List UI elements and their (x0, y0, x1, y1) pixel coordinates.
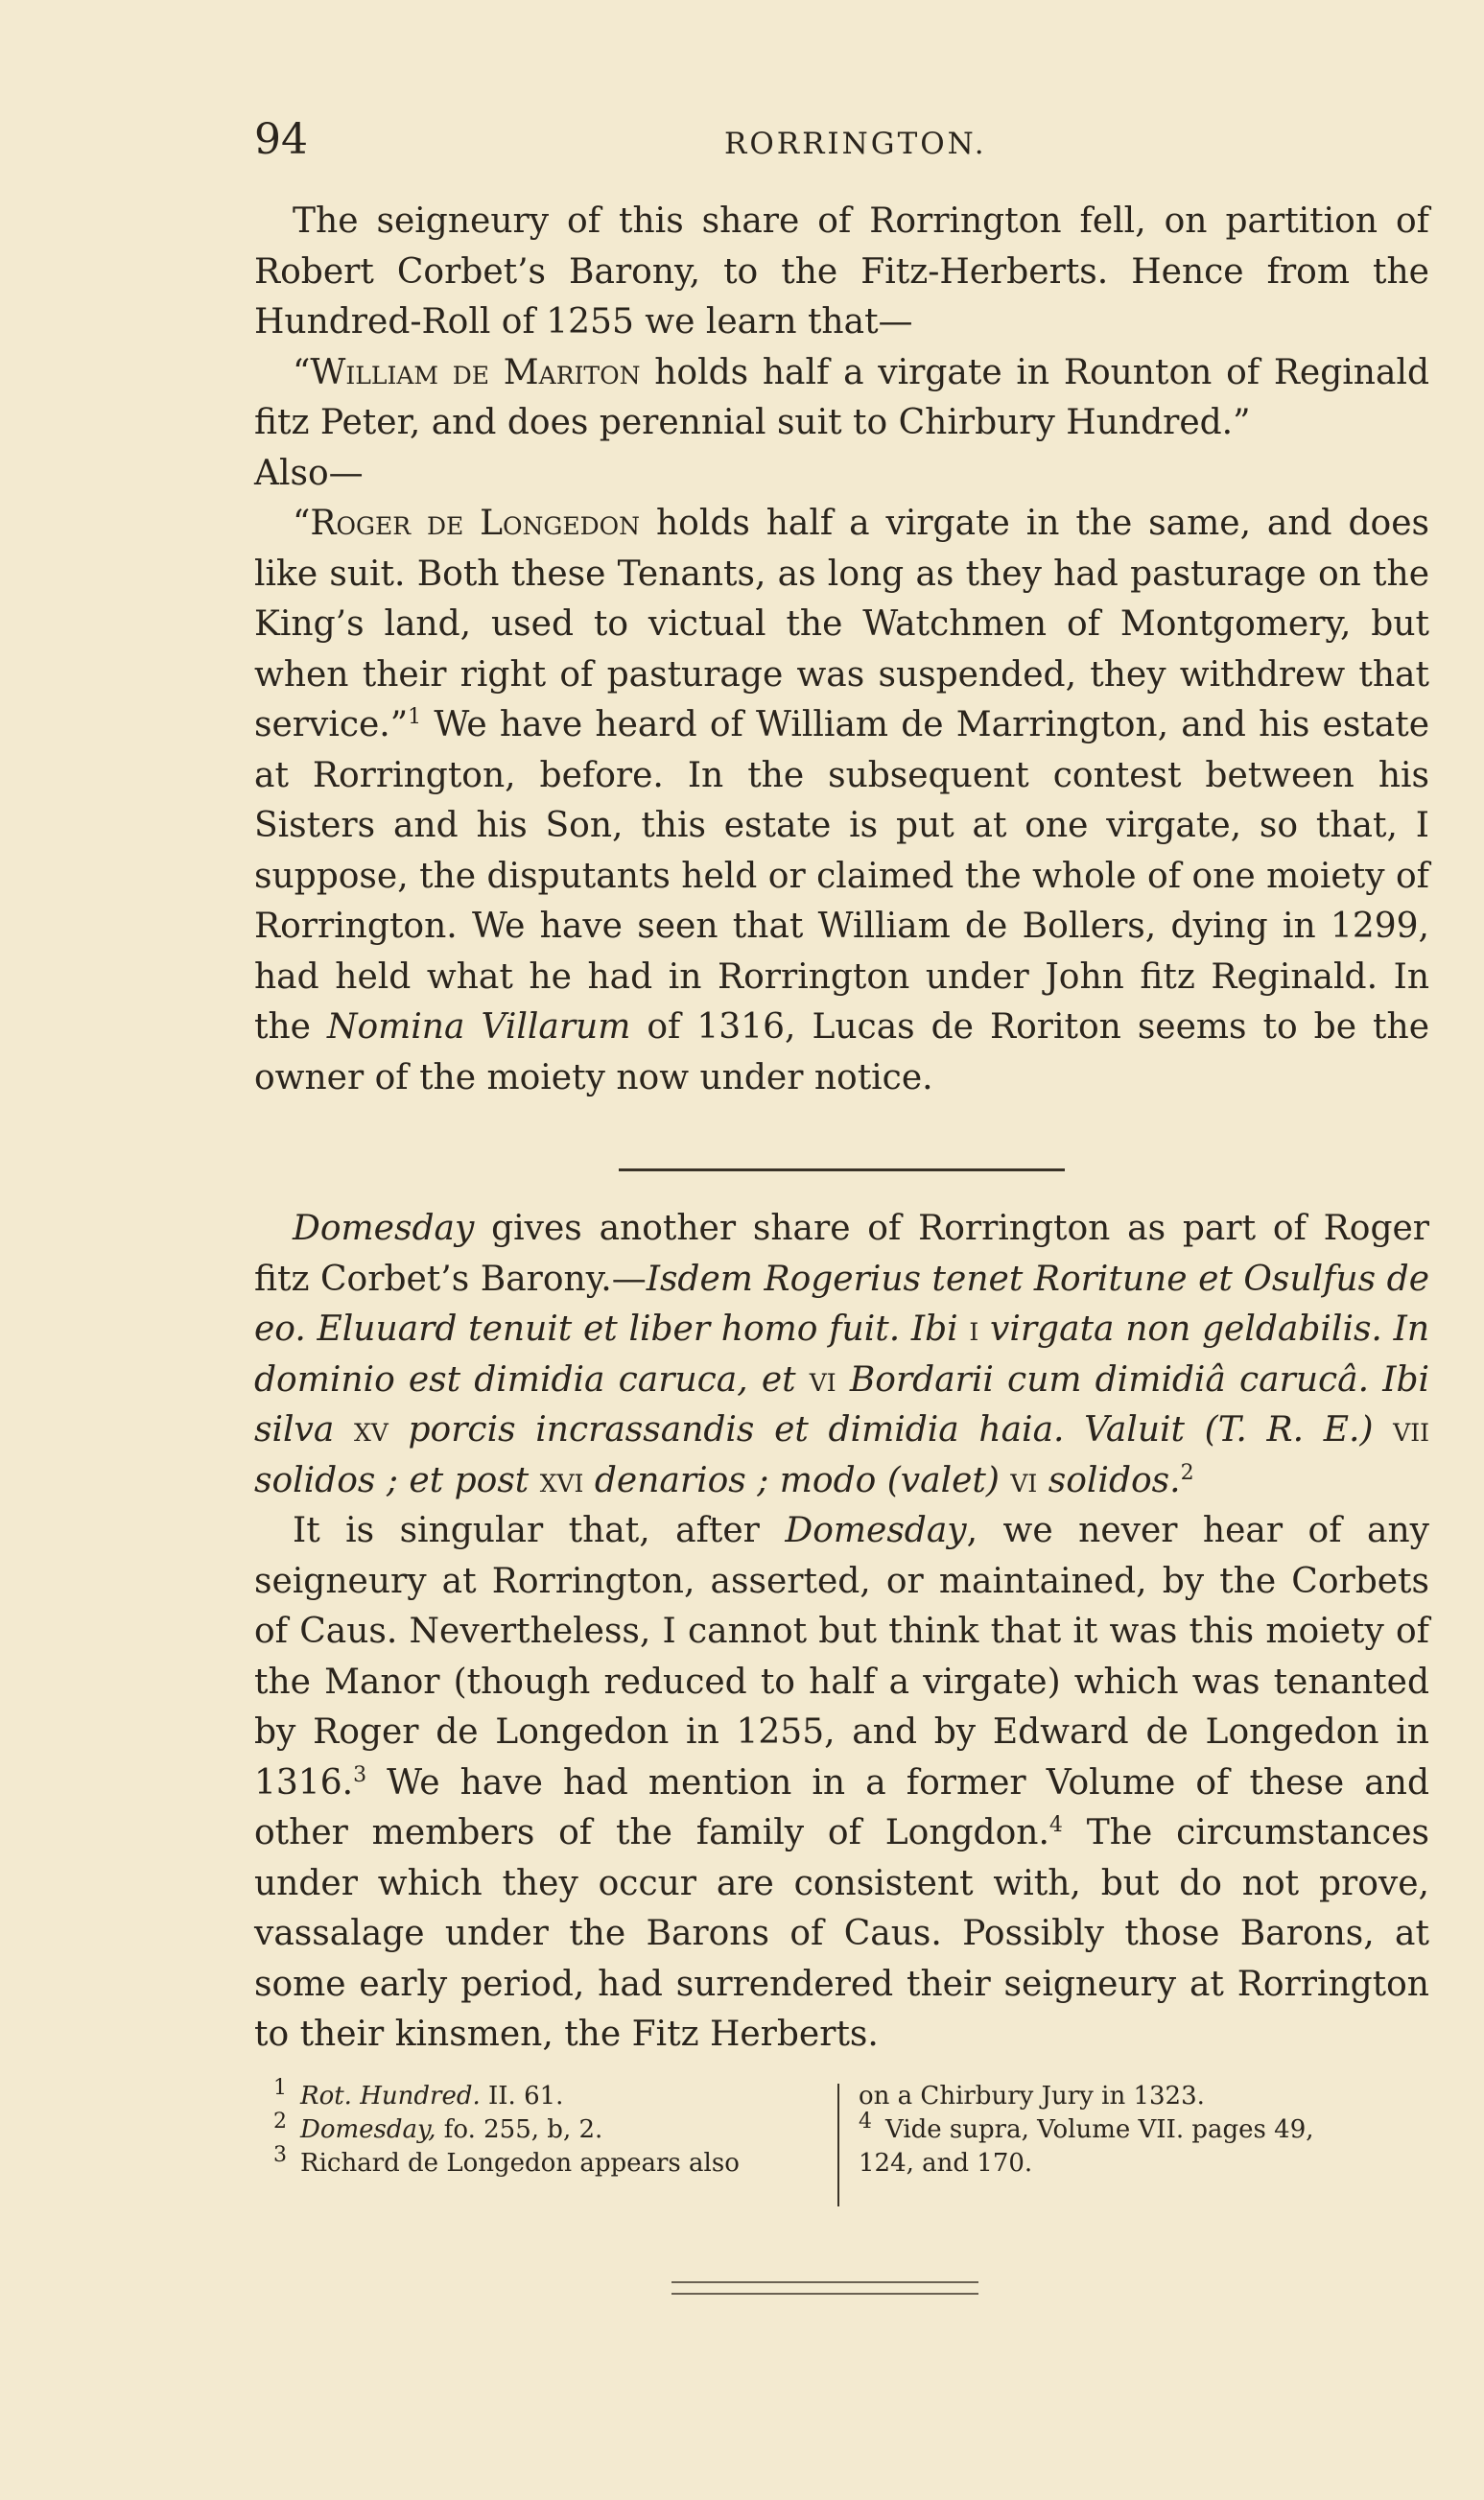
footnote-2: $^2$ Domesday, fo. 255, b, 2. (273, 2110, 603, 2144)
footnotes-left-column (273, 2076, 820, 2181)
page-number: 94 (254, 115, 308, 164)
running-title: RORRINGTON. (724, 127, 987, 161)
paragraph-1: The seigneury of this share of Rorrington fell, on partition of Robert Corbet’s Barony, to the Fitz-Herberts. Hence from the Hundred-Roll of 1255 we learn that— (254, 201, 1429, 342)
footnote-1: $^1$ Rot. Hundred. II. 61. (273, 2076, 564, 2111)
section-gap (254, 1103, 1429, 1204)
also-line: Also— (254, 453, 364, 493)
name-roger-de-longedon: Roger de Longedon (310, 504, 641, 543)
footnote-ref-4: 4 (1048, 1813, 1063, 1837)
footnote-column-divider (837, 2084, 839, 2206)
footnote-3-continued: on a Chirbury Jury in 1323. (859, 2082, 1205, 2111)
nomina-villarum: Nomina Villarum (326, 1007, 631, 1047)
bottom-rule-1 (671, 2281, 978, 2283)
footnote-4-continued: 124, and 170. (859, 2149, 1033, 2178)
footnotes-right-column (859, 2080, 1434, 2181)
quote-roger: “Roger de Longedon holds half a virgate in the same, and does like suit. Both these Tenants, as long as they had pasturage on the King’s land, used to victual the Watchmen of Montgomery, but when their right of pasturage was suspended, they withdrew that service.”$^1$ We have heard of William de Marrington, and his estate at Rorrington, before. In the subsequent contest between his Sisters and his Son, this estate is put at one virgate, so that, I suppose, the disputants held or claimed the whole of one moiety of Rorrington. We have seen that William de Bollers, dying in 1299, had held what he had in Rorrington under John fitz Reginald. In the Nomina Villarum of 1316, Lucas de Roriton seems to be the owner of the moiety now under notice. (254, 504, 1429, 1097)
section-divider (619, 1168, 1065, 1171)
page-header (254, 115, 1434, 173)
paragraph-singular: It is singular that, after Domesday, we never hear of any seigneury at Rorrington, asserted, or maintained, by the Corbets of Caus. Nevertheless, I cannot but think that it was this moiety of the Manor (though reduced to half a virgate) which was tenanted by Roger de Longedon in 1255, and by Edward de Longedon in 1316.$^3$ We have had mention in a former Volume of these and other members of the family of Longdon.$^4$ The circumstances under which they occur are consistent with, but do not prove, vassalage under the Barons of Caus. Possibly those Barons, at some early period, had surrendered their seigneury at Rorrington to their kinsmen, the Fitz Herberts. (254, 1511, 1429, 2054)
footnote-3: $^3$ Richard de Longedon appears also (273, 2143, 740, 2178)
paragraph-domesday: Domesday gives another share of Rorrington as part of Roger fitz Corbet’s Barony.—Isdem Rogerius tenet Roritune et Osulfus de eo. Eluuard tenuit et liber homo fuit. Ibi i virgata non geldabilis. In dominio est dimidia caruca, et vi Bordarii cum dimidiâ carucâ. Ibi silva xv porcis incrassandis et dimidia haia. Valuit (T. R. E.) vii solidos ; et post xvi denarios ; modo (valet) vi solidos.$^2$ (254, 1209, 1430, 1500)
name-william-de-mariton: William de Mariton (310, 352, 641, 392)
main-text (254, 197, 1429, 2061)
bottom-rule-2 (671, 2293, 978, 2295)
footnote-ref-3: 3 (353, 1762, 367, 1787)
footnote-ref-1: 1 (408, 705, 422, 729)
footnote-4: $^4$ Vide supra, Volume VII. pages 49, (859, 2110, 1314, 2144)
footnote-ref-2: 2 (1180, 1460, 1194, 1485)
quote-william: “William de Mariton holds half a virgate in Rounton of Reginald fitz Peter, and does perennial suit to Chirbury Hundred.” (254, 352, 1429, 442)
